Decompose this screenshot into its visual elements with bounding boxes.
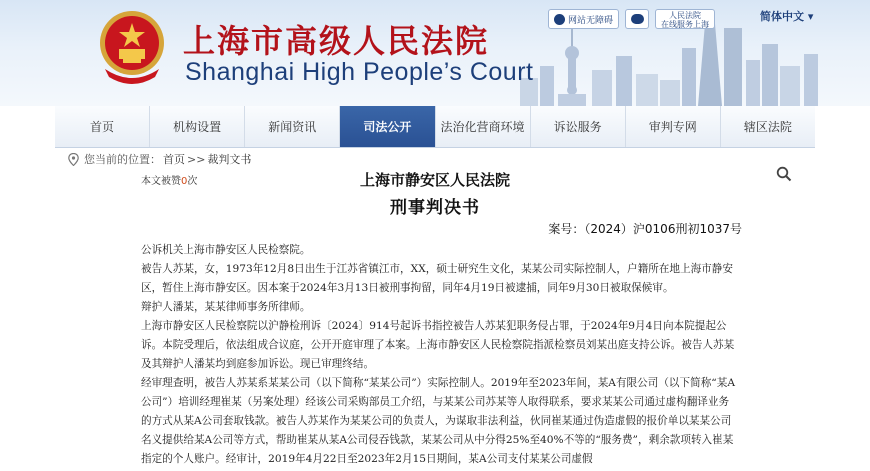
breadcrumb	[68, 151, 253, 167]
court-name-chinese: 上海市高级人民法院	[183, 22, 490, 60]
nav-item-news[interactable]: 新闻资讯	[245, 106, 340, 147]
breadcrumb-current-link[interactable]: 裁判文书	[207, 153, 252, 166]
language-selector[interactable]: 简体中文 ▾	[760, 10, 814, 23]
top-toolbar	[548, 9, 715, 29]
court-emblem-icon	[97, 9, 167, 85]
nav-item-organization[interactable]: 机构设置	[150, 106, 245, 147]
accessibility-icon	[554, 14, 565, 25]
nav-item-litigation-service[interactable]: 诉讼服务	[531, 106, 626, 147]
document-court-title: 上海市静安区人民法院	[359, 171, 510, 189]
main-navigation	[55, 106, 815, 148]
location-pin-icon	[68, 153, 79, 166]
accessibility-button[interactable]	[548, 9, 619, 29]
paragraph-defendant: 被告人苏某，女，1973年12月8日出生于江苏省镇江市，XX，硕士研究生文化，某某公司实际控制人，户籍所在地上海市静安区，暂住上海市静安区。因本案于2024年3月13日被刑事拘留，同年4月19日被逮捕，同年9月30日被取保候审。	[141, 263, 733, 294]
nav-item-business-environment[interactable]: 法治化营商环境	[436, 106, 531, 147]
breadcrumb-home-link[interactable]: 首页	[163, 153, 185, 166]
case-number: 案号：（2024）沪0106刑初1037号	[548, 222, 742, 236]
court-name-english: Shanghai High People’s Court	[185, 58, 534, 86]
breadcrumb-separator: >>	[187, 152, 206, 166]
breadcrumb-prefix: 您当前的位置：	[84, 153, 161, 166]
paragraph-procedure: 上海市静安区人民检察院以沪静检刑诉〔2024〕914号起诉书指控被告人苏某犯职务侵占罪，于2024年9月4日向本院提起公诉。本院受理后，依法组成合议庭，公开开庭审理了本案。上海市静安区人民检察院指派检察员刘某出庭支持公诉。被告人苏某及其辩护人潘某均到庭参加诉讼。现已审理终结。	[141, 320, 735, 370]
online-service-label-1: 人民法院	[669, 11, 702, 20]
paragraph-prosecutor: 公诉机关上海市静安区人民检察院。	[141, 244, 311, 256]
document-type-title: 刑事判决书	[390, 198, 480, 218]
like-count: 0	[181, 176, 188, 187]
paragraph-facts: 经审理查明，被告人苏某系某某公司（以下简称“某某公司”）实际控制人。2019年至2023年间，某A有限公司（以下简称“某A公司”）培训经理崔某（另案处理）经该公司采购部员工介绍，与某某公司苏某等人取得联系，要求某某公司通过虚构翻译业务的方式从某A公司套取钱款。被告人苏某作为某某公司的负责人，为谋取非法利益，伙同崔某通过伪造虚假的报价单以某某公司名义提供给某A公司等方式，帮助崔某从某A公司侵吞钱款，某某公司从中分得25%至40%不等的“服务费”，剩余款项转入崔某指定的个人账户。经审计，2019年4月22日至2023年2月15日期间，某A公司支付某某公司虚假	[141, 377, 735, 465]
wechat-icon	[631, 14, 644, 24]
online-service-label-2: 在线服务上海	[661, 20, 710, 29]
header-banner	[0, 0, 870, 106]
like-counter-suffix: 次	[187, 176, 198, 187]
nav-item-trial-network[interactable]: 审判专网	[626, 106, 721, 147]
paragraph-defense-counsel: 辩护人潘某，某某律师事务所律师。	[141, 301, 311, 313]
nav-item-district-courts[interactable]: 辖区法院	[743, 120, 792, 134]
wechat-button[interactable]	[625, 9, 649, 29]
nav-item-home[interactable]: 首页	[55, 106, 150, 147]
document-body	[141, 241, 739, 469]
online-service-button[interactable]	[655, 9, 715, 29]
like-counter-prefix: 本文被赞	[141, 176, 181, 187]
nav-item-judicial-openness[interactable]: 司法公开	[340, 106, 435, 147]
accessibility-label: 网站无障碍	[568, 15, 614, 26]
